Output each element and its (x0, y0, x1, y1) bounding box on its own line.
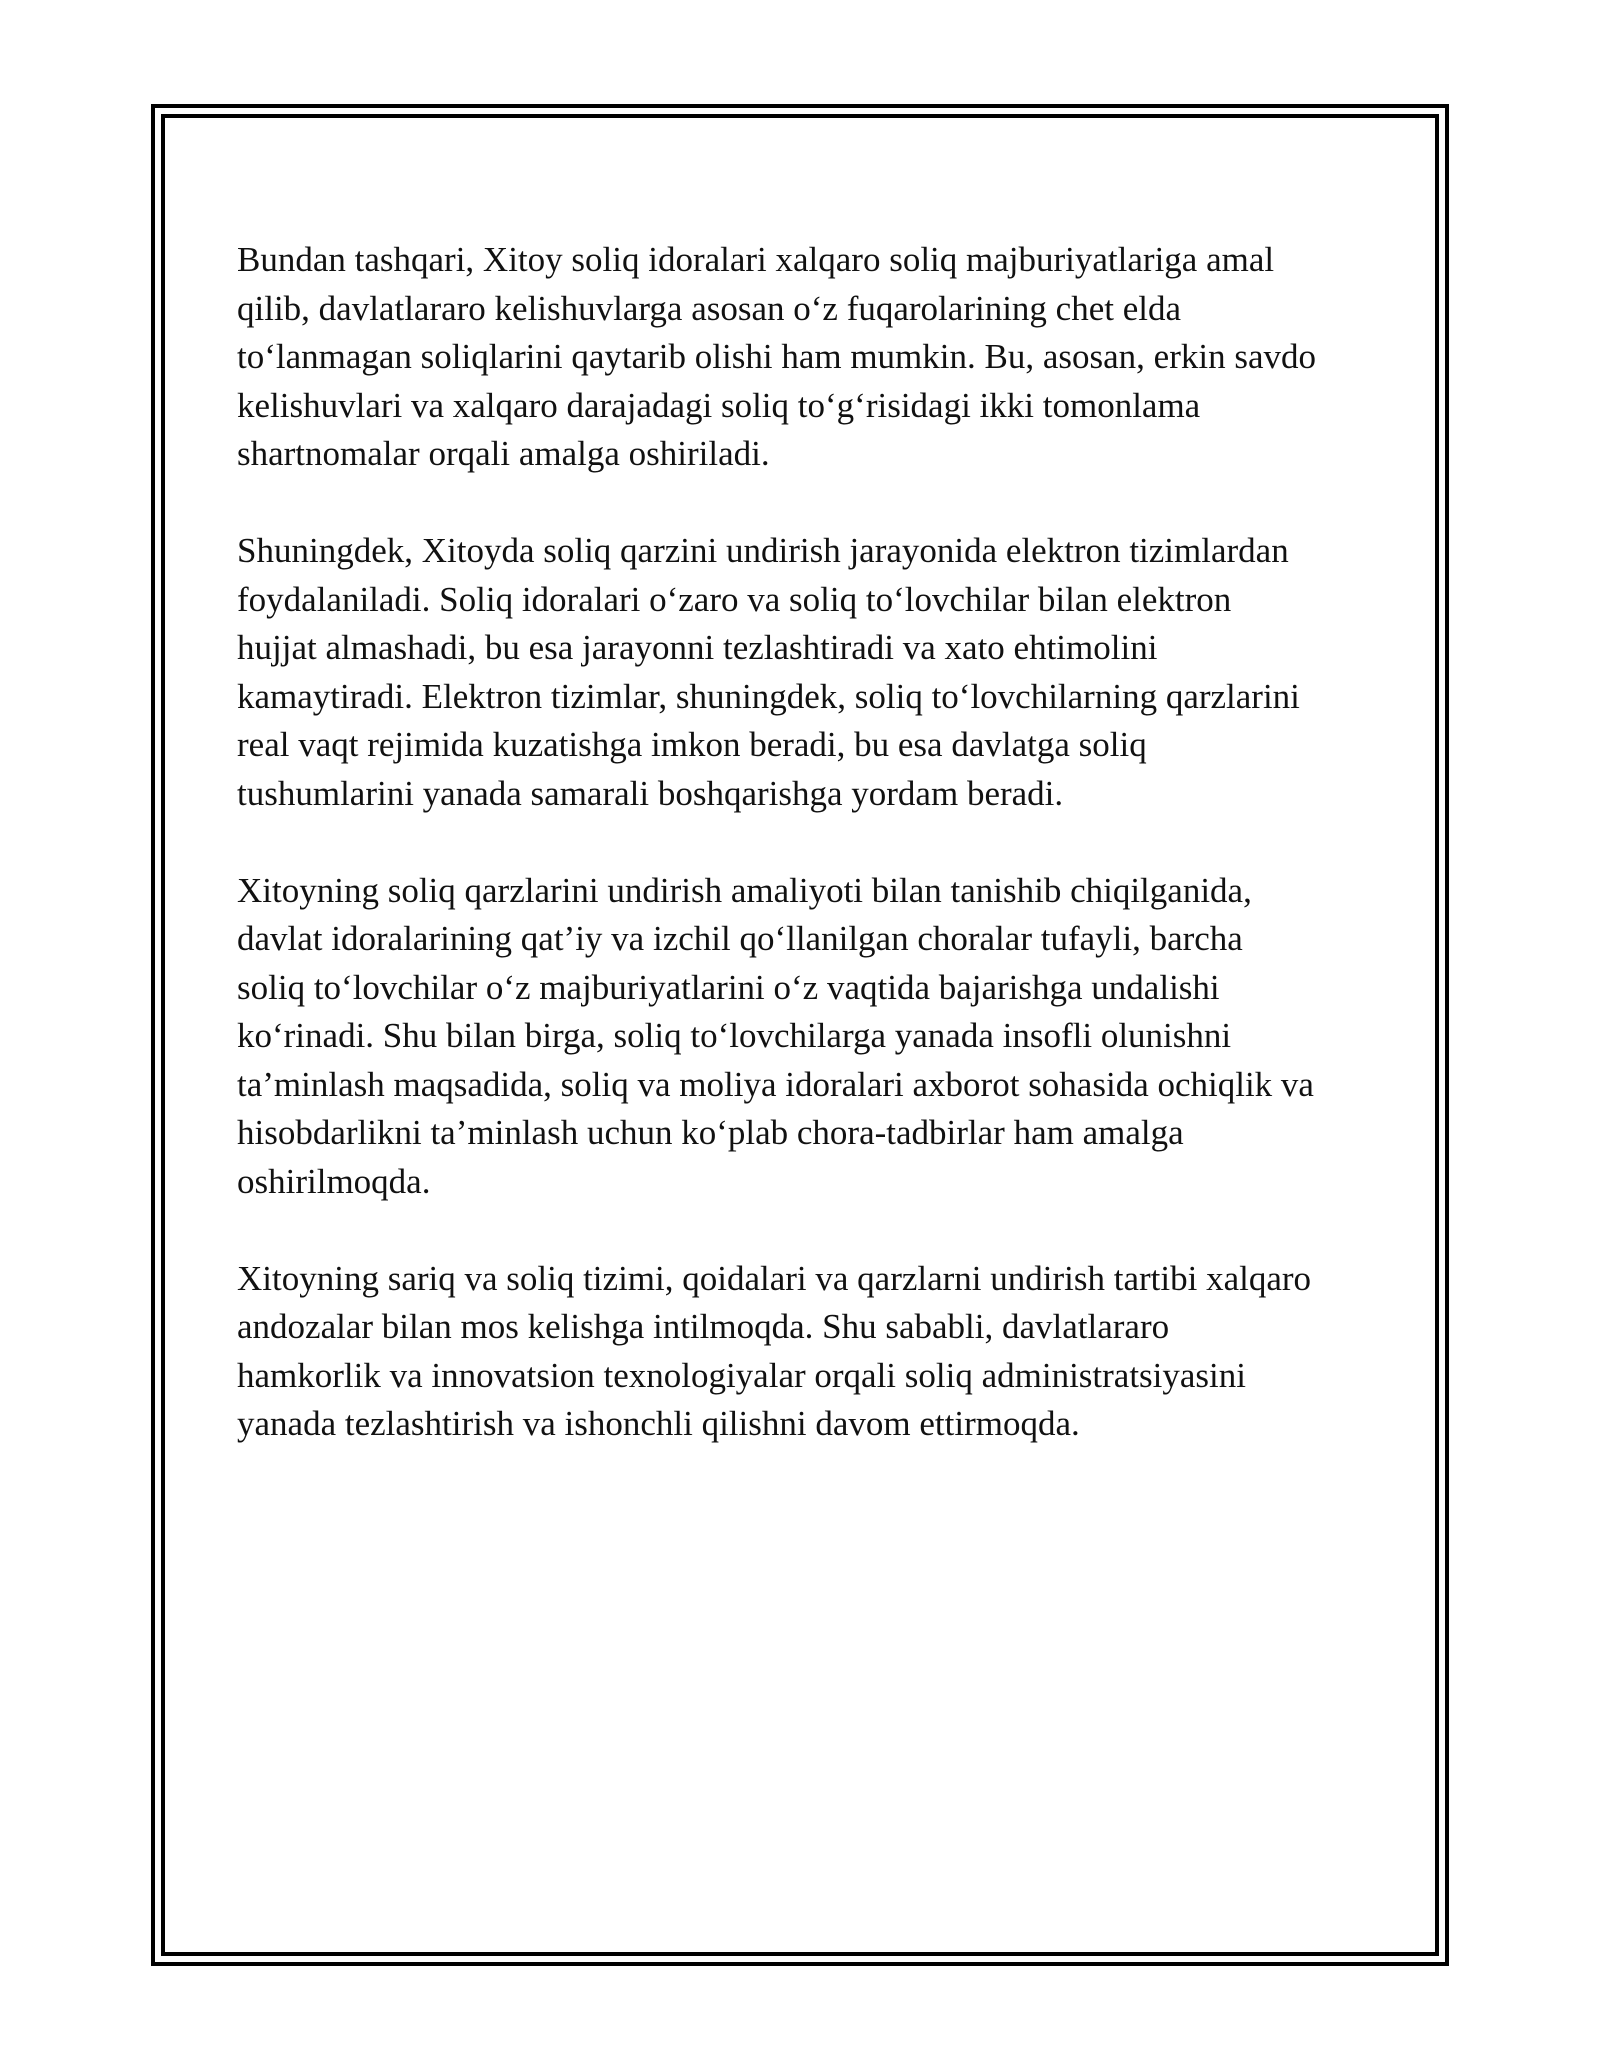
text-line: qilib, davlatlararo kelishuvlarga asosan o‘z fuqarolarining chet elda (237, 288, 1182, 328)
text-line: Xitoyning sariq va soliq tizimi, qoidalari va qarzlarni undirish tartibi xalqaro (237, 1258, 1312, 1298)
text-line: Shuningdek, Xitoyda soliq qarzini undirish jarayonida elektron tizimlardan (237, 531, 1289, 570)
paragraph-1 (237, 236, 1387, 479)
paragraph-2 (237, 527, 1387, 818)
text-line: hujjat almashadi, bu esa jarayonni tezlashtiradi va xato ehtimolini (237, 628, 1158, 667)
text-line: Bundan tashqari, Xitoy soliq idoralari xalqaro soliq majburiyatlariga amal (237, 240, 1275, 279)
text-line: ta’minlash maqsadida, soliq va moliya idoralari axborot sohasida ochiqlik va (237, 1064, 1314, 1104)
text-line: hamkorlik va innovatsion texnologiyalar orqali soliq administratsiyasini (237, 1355, 1247, 1395)
text-line: Xitoyning soliq qarzlarini undirish amaliyoti bilan tanishib chiqilganida, (237, 870, 1252, 910)
text-line: tushumlarini yanada samarali boshqarishga yordam beradi. (237, 773, 1064, 813)
text-line: davlat idoralarining qat’iy va izchil qo‘llanilgan choralar tufayli, barcha (237, 919, 1243, 958)
document-body (237, 236, 1387, 1497)
text-line: andozalar bilan mos kelishga intilmoqda. Shu sababli, davlatlararo (237, 1307, 1170, 1346)
paragraph-4 (237, 1255, 1387, 1449)
text-line: real vaqt rejimida kuzatishga imkon beradi, bu esa davlatga soliq (237, 725, 1147, 764)
paragraph-3 (237, 867, 1387, 1207)
text-line: yanada tezlashtirish va ishonchli qilishni davom ettirmoqda. (237, 1404, 1080, 1443)
text-line: shartnomalar orqali amalga oshiriladi. (237, 434, 770, 473)
text-line: kelishuvlari va xalqaro darajadagi soliq to‘g‘risidagi ikki tomonlama (237, 385, 1201, 425)
text-line: ko‘rinadi. Shu bilan birga, soliq to‘lovchilarga yanada insofli olunishni (237, 1016, 1232, 1055)
text-line: to‘lanmagan soliqlarini qaytarib olishi ham mumkin. Bu, asosan, erkin savdo (237, 337, 1316, 376)
text-line: soliq to‘lovchilar o‘z majburiyatlarini o‘z vaqtida bajarishga undalishi (237, 967, 1220, 1007)
text-line: foydalaniladi. Soliq idoralari o‘zaro va soliq to‘lovchilar bilan elektron (237, 579, 1232, 619)
text-line: kamaytiradi. Elektron tizimlar, shuningdek, soliq to‘lovchilarning qarzlarini (237, 676, 1300, 716)
text-line: hisobdarlikni ta’minlash uchun ko‘plab chora-tadbirlar ham amalga (237, 1113, 1184, 1152)
text-line: oshirilmoqda. (237, 1161, 431, 1201)
